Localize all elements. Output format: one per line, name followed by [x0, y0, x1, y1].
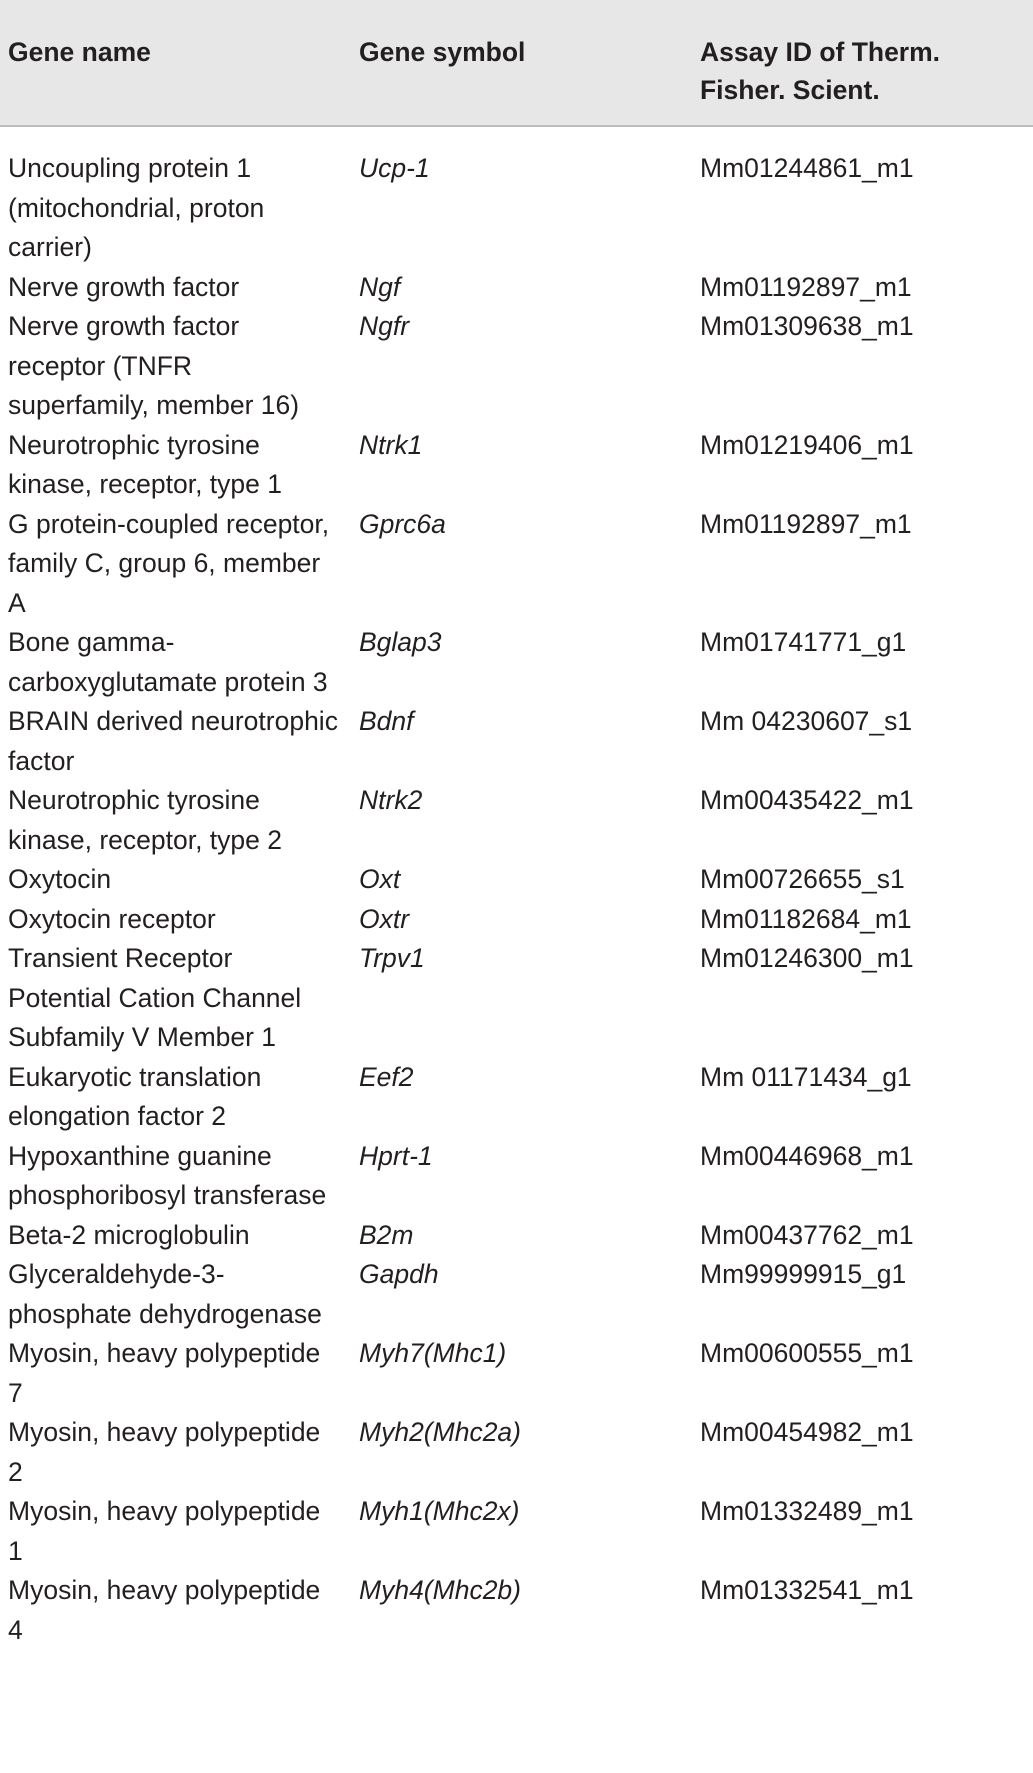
gene-symbol-cell: Ngfr: [359, 311, 410, 341]
assay-id-cell: Mm01309638_m1: [700, 311, 914, 341]
header-gene-symbol: Gene symbol: [359, 37, 526, 67]
gene-symbol-cell: Hprt-1: [359, 1140, 433, 1171]
table-row: [0, 702, 1033, 781]
assay-id-cell: Mm00435422_m1: [700, 785, 914, 815]
table-row: [0, 1571, 1033, 1650]
gene-name-cell: Neurotrophic tyrosine kinase, receptor, type 2: [8, 785, 282, 855]
assay-id-cell: Mm00446968_m1: [700, 1140, 914, 1171]
gene-name-cell: Hypoxanthine guanine phosphoribosyl transferase: [8, 1140, 327, 1210]
gene-name-cell: Glyceraldehyde-3-phosphate dehydrogenase: [8, 1259, 322, 1329]
gene-symbol-cell: Ngf: [359, 271, 401, 302]
gene-name-cell: Uncoupling protein 1 (mitochondrial, proton carrier): [8, 153, 265, 262]
gene-symbol-cell: Myh7(Mhc1): [359, 1338, 507, 1368]
assay-id-cell: Mm01192897_m1: [700, 271, 912, 302]
gene-name-cell: Myosin, heavy polypeptide 2: [8, 1417, 321, 1487]
table-row: [0, 1255, 1033, 1334]
gene-symbol-cell: Oxtr: [359, 903, 410, 934]
gene-name-cell: G protein-coupled receptor, family C, group 6, member A: [8, 508, 330, 618]
gene-name-cell: BRAIN derived neurotrophic factor: [8, 706, 338, 776]
assay-id-cell: Mm01741771_g1: [700, 627, 907, 657]
table-row: [0, 860, 1033, 900]
gene-symbol-cell: Eef2: [359, 1061, 414, 1092]
assay-id-cell: Mm01192897_m1: [700, 508, 912, 539]
table-row: [0, 900, 1033, 940]
gene-symbol-cell: Myh4(Mhc2b): [359, 1575, 521, 1605]
assay-id-cell: Mm00454982_m1: [700, 1417, 914, 1447]
gene-name-cell: Transient Receptor Potential Cation Channel Subfamily V Member 1: [8, 943, 302, 1052]
gene-symbol-cell: Myh2(Mhc2a): [359, 1417, 521, 1447]
gene-name-cell: Eukaryotic translation elongation factor 2: [8, 1061, 262, 1131]
table-row: [0, 781, 1033, 860]
table-row: [0, 1334, 1033, 1413]
table-row: [0, 149, 1033, 268]
gene-name-cell: Myosin, heavy polypeptide 1: [8, 1496, 321, 1566]
gene-symbol-cell: Myh1(Mhc2x): [359, 1496, 520, 1526]
gene-name-cell: Beta-2 microglobulin: [8, 1219, 250, 1250]
gene-name-cell: Myosin, heavy polypeptide 4: [8, 1575, 321, 1645]
table-row: [0, 1216, 1033, 1256]
table-header: [0, 0, 1033, 127]
table-row: [0, 1058, 1033, 1137]
gene-symbol-cell: Bdnf: [359, 706, 414, 736]
gene-name-cell: Nerve growth factor receptor (TNFR superfamily, member 16): [8, 311, 300, 420]
assay-id-cell: Mm00726655_s1: [700, 864, 905, 894]
gene-symbol-cell: Trpv1: [359, 943, 425, 973]
gene-name-cell: Bone gamma-carboxyglutamate protein 3: [8, 627, 328, 697]
table-row: [0, 505, 1033, 624]
table-body: [0, 127, 1033, 1650]
assay-id-cell: Mm01244861_m1: [700, 153, 914, 183]
assay-id-cell: Mm01246300_m1: [700, 943, 914, 973]
assay-id-cell: Mm01332541_m1: [700, 1575, 914, 1605]
gene-name-cell: Oxytocin receptor: [8, 903, 216, 934]
gene-symbol-cell: B2m: [359, 1219, 414, 1250]
assay-id-cell: Mm00437762_m1: [700, 1219, 914, 1250]
gene-name-cell: Neurotrophic tyrosine kinase, receptor, type 1: [8, 429, 282, 499]
gene-symbol-cell: Ntrk1: [359, 429, 423, 460]
table-row: [0, 426, 1033, 505]
assay-id-cell: Mm01219406_m1: [700, 429, 914, 460]
assay-id-cell: Mm01332489_m1: [700, 1496, 914, 1526]
gene-name-cell: Myosin, heavy polypeptide 7: [8, 1338, 321, 1408]
gene-symbol-cell: Ucp-1: [359, 153, 430, 183]
assay-id-cell: Mm99999915_g1: [700, 1259, 907, 1289]
table-row: [0, 1492, 1033, 1571]
assay-id-cell: Mm00600555_m1: [700, 1338, 914, 1368]
gene-symbol-cell: Oxt: [359, 864, 401, 894]
table-row: [0, 623, 1033, 702]
table-row: [0, 268, 1033, 308]
gene-symbol-cell: Ntrk2: [359, 785, 423, 815]
gene-symbol-cell: Gprc6a: [359, 508, 446, 539]
gene-name-cell: Oxytocin: [8, 864, 112, 894]
gene-symbol-cell: Gapdh: [359, 1259, 439, 1289]
header-gene-name: Gene name: [8, 37, 151, 67]
gene-symbol-cell: Bglap3: [359, 627, 442, 657]
header-assay-id: Assay ID of Therm. Fisher. Scient.: [700, 37, 941, 105]
table-row: [0, 307, 1033, 426]
table-row: [0, 939, 1033, 1058]
table-row: [0, 1137, 1033, 1216]
assay-id-cell: Mm 04230607_s1: [700, 706, 913, 736]
gene-name-cell: Nerve growth factor: [8, 271, 240, 302]
table-row: [0, 1413, 1033, 1492]
assay-id-cell: Mm01182684_m1: [700, 903, 912, 934]
assay-id-cell: Mm 01171434_g1: [700, 1061, 912, 1092]
